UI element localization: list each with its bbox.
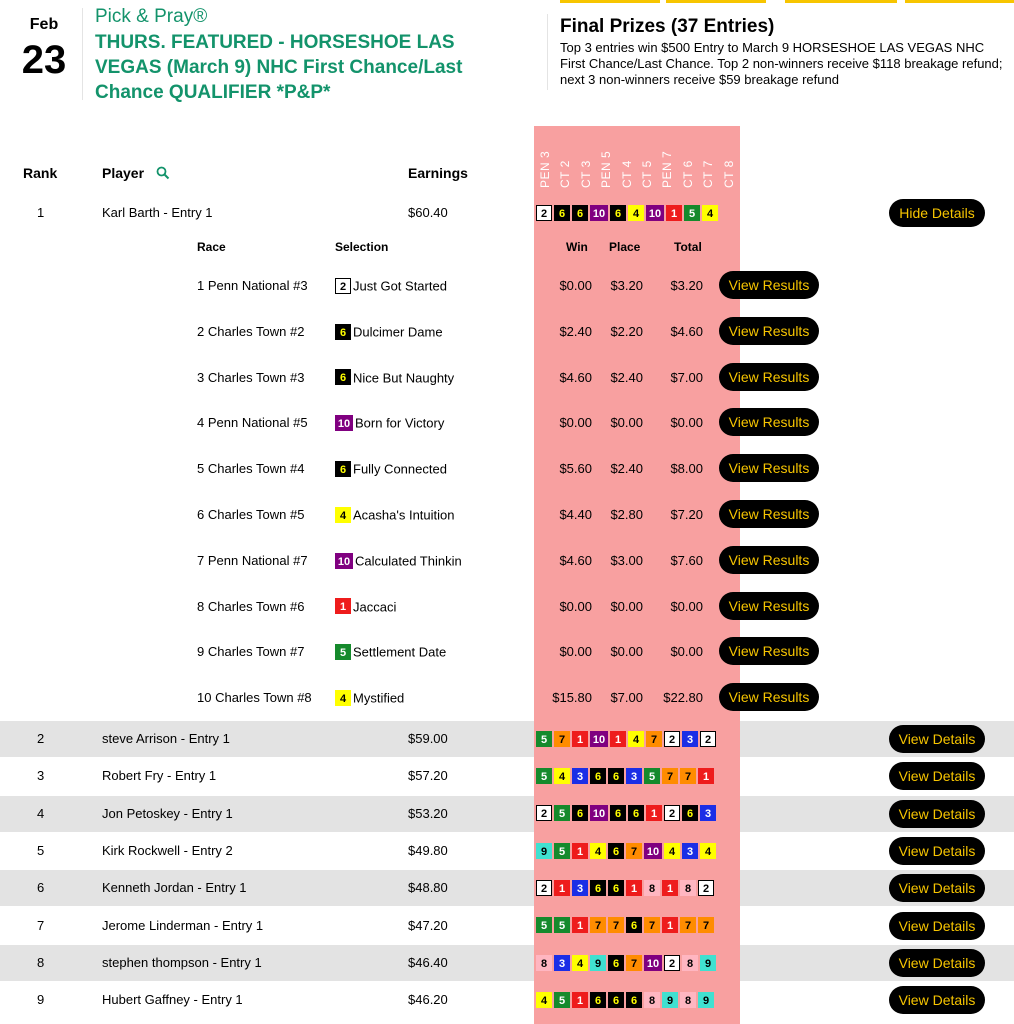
- selection: [335, 506, 455, 524]
- pick-list: [536, 730, 718, 748]
- date-day: 23: [21, 38, 67, 82]
- horse-number-badge: 5: [554, 843, 570, 859]
- top-nav-tab[interactable]: [905, 0, 1014, 3]
- horse-number-badge: 7: [698, 917, 714, 933]
- race-name: 1 Penn National #3: [197, 278, 308, 293]
- win-amount: $2.40: [559, 323, 592, 339]
- horse-number-badge: 10: [644, 843, 662, 859]
- details-place-header: Place: [609, 240, 641, 254]
- player-name[interactable]: Kirk Rockwell - Entry 2: [102, 842, 233, 858]
- race-name: 7 Penn National #7: [197, 552, 308, 568]
- view-results-button[interactable]: View Results: [719, 592, 819, 620]
- horse-number-badge: 5: [684, 205, 700, 221]
- horse-number-badge: 6: [572, 205, 588, 221]
- hide-details-button[interactable]: Hide Details: [889, 199, 985, 227]
- win-amount: $0.00: [559, 598, 592, 614]
- horse-number-badge: 9: [590, 955, 606, 971]
- race-column-header: CT 8: [721, 160, 736, 188]
- horse-number-badge: 9: [698, 992, 714, 1008]
- player-name[interactable]: Jon Petoskey - Entry 1: [102, 805, 233, 821]
- selection: [335, 323, 443, 341]
- header-divider: [82, 8, 83, 100]
- horse-number-badge: 10: [646, 205, 664, 221]
- horse-number-badge: 2: [664, 731, 680, 747]
- horse-number-badge: 6: [608, 955, 624, 971]
- horse-number-badge: 2: [335, 278, 351, 294]
- horse-number-badge: 8: [644, 880, 660, 896]
- rank-header: Rank: [23, 165, 58, 181]
- horse-number-badge: 4: [628, 205, 644, 221]
- horse-number-badge: 1: [662, 917, 678, 933]
- horse-number-badge: 4: [590, 843, 606, 859]
- earnings-cell: $49.80: [408, 842, 448, 858]
- horse-number-badge: 4: [664, 843, 680, 859]
- horse-number-badge: 3: [572, 880, 588, 896]
- win-amount: $15.80: [552, 690, 592, 706]
- earnings-cell: $46.20: [408, 992, 448, 1008]
- horse-number-badge: 4: [335, 690, 351, 706]
- view-results-button[interactable]: View Results: [719, 363, 819, 391]
- place-amount: $2.40: [610, 369, 643, 385]
- horse-number-badge: 4: [702, 205, 718, 221]
- place-amount: $0.00: [610, 644, 643, 660]
- earnings-cell: $57.20: [408, 768, 448, 784]
- horse-number-badge: 8: [644, 992, 660, 1008]
- horse-number-badge: 7: [644, 917, 660, 933]
- race-column-header: CT 2: [558, 160, 573, 188]
- horse-number-badge: 1: [335, 598, 351, 614]
- place-amount: $7.00: [610, 690, 643, 706]
- rank-cell: 9: [37, 992, 45, 1008]
- horse-number-badge: 3: [572, 768, 588, 784]
- pick-list: [536, 204, 720, 222]
- total-amount: $7.00: [670, 369, 703, 385]
- horse-number-badge: 1: [666, 205, 682, 221]
- horse-number-badge: 7: [608, 917, 624, 933]
- player-name[interactable]: Hubert Gaffney - Entry 1: [102, 992, 243, 1008]
- place-amount: $2.80: [610, 507, 643, 522]
- player-name[interactable]: Kenneth Jordan - Entry 1: [102, 880, 247, 896]
- top-nav-tab[interactable]: [560, 0, 660, 3]
- player-name[interactable]: Karl Barth - Entry 1: [102, 205, 213, 220]
- horse-number-badge: 8: [682, 955, 698, 971]
- player-name[interactable]: Robert Fry - Entry 1: [102, 768, 217, 784]
- horse-number-badge: 10: [335, 415, 353, 431]
- horse-number-badge: 4: [554, 768, 570, 784]
- horse-number-badge: 7: [662, 768, 678, 784]
- win-amount: $0.00: [559, 415, 592, 431]
- win-amount: $4.40: [559, 507, 592, 522]
- horse-number-badge: 7: [626, 955, 642, 971]
- view-results-button[interactable]: View Results: [719, 546, 819, 574]
- horse-number-badge: 3: [682, 843, 698, 859]
- rank-cell: 7: [37, 917, 45, 933]
- horse-name: Born for Victory: [355, 415, 445, 431]
- top-nav-tab[interactable]: [666, 0, 766, 3]
- player-header: Player: [102, 165, 145, 181]
- rank-cell: 3: [37, 768, 45, 784]
- horse-number-badge: 9: [536, 843, 552, 859]
- horse-number-badge: 6: [610, 805, 626, 821]
- contest-title: THURS. FEATURED - HORSESHOE LAS VEGAS (March 9) NHC First Chance/Last Chance QUALIFIER *P&P*: [95, 32, 463, 103]
- pick-list: [536, 991, 716, 1009]
- view-details-button[interactable]: View Details: [889, 725, 985, 753]
- total-amount: $7.20: [670, 507, 703, 522]
- selection: [335, 369, 454, 387]
- view-details-button[interactable]: View Details: [889, 949, 985, 977]
- rank-cell: 8: [37, 954, 45, 970]
- horse-number-badge: 6: [626, 917, 642, 933]
- details-total-header: Total: [674, 240, 702, 254]
- race-column-header: CT 5: [640, 160, 654, 188]
- earnings-cell: $47.20: [408, 917, 448, 933]
- race-name: 9 Charles Town #7: [197, 644, 305, 660]
- place-amount: $3.20: [610, 278, 643, 293]
- earnings-cell: $53.20: [408, 805, 448, 821]
- view-details-button[interactable]: View Details: [889, 762, 985, 790]
- search-icon[interactable]: [156, 166, 170, 180]
- selection: [335, 552, 462, 570]
- horse-number-badge: 5: [536, 731, 552, 747]
- horse-number-badge: 8: [536, 955, 552, 971]
- horse-number-badge: 8: [680, 992, 696, 1008]
- race-name: 3 Charles Town #3: [197, 369, 305, 385]
- horse-number-badge: 6: [335, 324, 351, 340]
- horse-name: Just Got Started: [353, 278, 447, 294]
- race-column-header: CT 7: [701, 160, 716, 188]
- race-column-header: CT 4: [619, 160, 634, 188]
- earnings-cell: $59.00: [408, 731, 448, 746]
- horse-number-badge: 6: [608, 880, 624, 896]
- horse-name: Jaccaci: [353, 598, 397, 614]
- horse-number-badge: 5: [554, 917, 570, 933]
- race-name: 4 Penn National #5: [197, 415, 308, 431]
- horse-number-badge: 6: [610, 205, 626, 221]
- rank-cell: 6: [37, 880, 45, 896]
- horse-number-badge: 5: [644, 768, 660, 784]
- rank-cell: 2: [37, 731, 45, 746]
- horse-number-badge: 2: [536, 880, 552, 896]
- horse-number-badge: 10: [590, 205, 608, 221]
- view-results-button[interactable]: View Results: [719, 271, 819, 299]
- view-results-button[interactable]: View Results: [719, 454, 819, 482]
- horse-number-badge: 2: [698, 880, 714, 896]
- selection: [335, 277, 447, 295]
- horse-number-badge: 6: [590, 768, 606, 784]
- horse-name: Settlement Date: [353, 644, 447, 660]
- place-amount: $0.00: [610, 598, 643, 614]
- race-column-header: PEN 5: [599, 150, 614, 188]
- horse-number-badge: 6: [608, 992, 624, 1008]
- horse-name: Dulcimer Dame: [353, 324, 443, 340]
- horse-number-badge: 6: [590, 992, 606, 1008]
- total-amount: $4.60: [670, 323, 703, 339]
- horse-name: Acasha's Intuition: [353, 507, 455, 523]
- horse-number-badge: 6: [628, 805, 644, 821]
- contest-brand: Pick & Pray®: [95, 6, 208, 27]
- horse-number-badge: 7: [626, 843, 642, 859]
- horse-number-badge: 3: [626, 768, 642, 784]
- horse-number-badge: 6: [335, 461, 351, 477]
- horse-name: Calculated Thinkin: [355, 553, 462, 569]
- prize-title: Final Prizes (37 Entries): [560, 16, 775, 37]
- place-amount: $0.00: [610, 415, 643, 431]
- horse-number-badge: 6: [626, 992, 642, 1008]
- horse-number-badge: 5: [554, 992, 570, 1008]
- pick-list: [536, 954, 718, 972]
- total-amount: $7.60: [670, 552, 703, 568]
- total-amount: $22.80: [663, 690, 703, 706]
- rank-cell: 1: [37, 205, 45, 220]
- horse-number-badge: 6: [590, 880, 606, 896]
- win-amount: $4.60: [559, 552, 592, 568]
- horse-number-badge: 1: [572, 917, 588, 933]
- horse-number-badge: 8: [680, 880, 696, 896]
- horse-number-badge: 1: [610, 731, 626, 747]
- horse-number-badge: 1: [554, 880, 570, 896]
- total-amount: $0.00: [670, 598, 703, 614]
- horse-number-badge: 2: [664, 955, 680, 971]
- horse-number-badge: 4: [536, 992, 552, 1008]
- earnings-cell: $48.80: [408, 880, 448, 896]
- selection: [335, 460, 447, 478]
- horse-number-badge: 5: [335, 644, 351, 660]
- selection: [335, 414, 444, 432]
- horse-number-badge: 2: [700, 731, 716, 747]
- horse-number-badge: 6: [572, 805, 588, 821]
- horse-number-badge: 9: [662, 992, 678, 1008]
- place-amount: $2.20: [610, 323, 643, 339]
- pick-list: [536, 917, 716, 935]
- rank-cell: 4: [37, 805, 45, 821]
- earnings-header: Earnings: [408, 165, 468, 181]
- race-column-header: CT 3: [578, 160, 593, 188]
- horse-number-badge: 10: [335, 553, 353, 569]
- earnings-cell: $46.40: [408, 954, 448, 970]
- horse-number-badge: 6: [335, 369, 351, 385]
- view-details-button[interactable]: View Details: [889, 800, 985, 828]
- details-selection-header: Selection: [335, 240, 389, 254]
- pick-list: [536, 842, 718, 860]
- horse-number-badge: 3: [682, 731, 698, 747]
- horse-number-badge: 4: [700, 843, 716, 859]
- race-name: 6 Charles Town #5: [197, 507, 305, 522]
- total-amount: $0.00: [670, 644, 703, 660]
- race-column-header: PEN 7: [660, 150, 675, 188]
- race-column-header: PEN 3: [538, 150, 552, 188]
- earnings-cell: $60.40: [408, 205, 448, 220]
- horse-number-badge: 3: [554, 955, 570, 971]
- horse-number-badge: 2: [664, 805, 680, 821]
- player-name[interactable]: steve Arrison - Entry 1: [102, 731, 230, 746]
- horse-number-badge: 7: [680, 768, 696, 784]
- race-name: 5 Charles Town #4: [197, 461, 305, 477]
- view-results-button[interactable]: View Results: [719, 317, 819, 345]
- view-results-button[interactable]: View Results: [719, 408, 819, 436]
- player-name[interactable]: Jerome Linderman - Entry 1: [102, 917, 264, 933]
- horse-number-badge: 2: [536, 805, 552, 821]
- rank-cell: 5: [37, 842, 45, 858]
- player-name[interactable]: stephen thompson - Entry 1: [102, 954, 262, 970]
- total-amount: $3.20: [670, 278, 703, 293]
- horse-number-badge: 4: [628, 731, 644, 747]
- race-name: 8 Charles Town #6: [197, 598, 305, 614]
- top-nav-tab[interactable]: [785, 0, 897, 3]
- horse-number-badge: 9: [700, 955, 716, 971]
- view-details-button[interactable]: View Details: [889, 912, 985, 940]
- race-name: 10 Charles Town #8: [197, 690, 312, 706]
- horse-number-badge: 1: [572, 731, 588, 747]
- view-details-button[interactable]: View Details: [889, 874, 985, 902]
- horse-name: Mystified: [353, 690, 405, 706]
- horse-number-badge: 2: [536, 205, 552, 221]
- horse-number-badge: 6: [682, 805, 698, 821]
- total-amount: $0.00: [670, 415, 703, 431]
- total-amount: $8.00: [670, 461, 703, 477]
- race-column-header: CT 6: [680, 160, 695, 188]
- horse-number-badge: 1: [572, 843, 588, 859]
- selection: [335, 689, 404, 707]
- horse-number-badge: 1: [662, 880, 678, 896]
- win-amount: $0.00: [559, 644, 592, 660]
- pick-list: [536, 879, 716, 897]
- horse-number-badge: 5: [536, 768, 552, 784]
- place-amount: $3.00: [610, 552, 643, 568]
- horse-number-badge: 7: [554, 731, 570, 747]
- horse-number-badge: 6: [608, 768, 624, 784]
- horse-number-badge: 1: [626, 880, 642, 896]
- details-race-header: Race: [197, 240, 226, 254]
- horse-number-badge: 6: [608, 843, 624, 859]
- date-month: Feb: [29, 16, 59, 33]
- prize-description: Top 3 entries win $500 Entry to March 9 HORSESHOE LAS VEGAS NHC First Chance/Last Chance. Top 2 non-winners receive $118 breakage refund; next 3 non-winners receive $59 breakage refund: [560, 40, 1003, 87]
- horse-number-badge: 3: [700, 805, 716, 821]
- pick-list: [536, 767, 716, 785]
- win-amount: $4.60: [559, 369, 592, 385]
- horse-name: Fully Connected: [353, 461, 447, 477]
- horse-number-badge: 4: [335, 507, 351, 523]
- details-win-header: Win: [566, 240, 588, 254]
- selection: [335, 598, 396, 616]
- win-amount: $0.00: [559, 278, 592, 293]
- prize-divider: [547, 14, 548, 90]
- horse-number-badge: 7: [646, 731, 662, 747]
- horse-number-badge: 5: [536, 917, 552, 933]
- horse-number-badge: 1: [698, 768, 714, 784]
- pick-list: [536, 805, 718, 823]
- horse-number-badge: 6: [554, 205, 570, 221]
- horse-name: Nice But Naughty: [353, 369, 455, 385]
- view-results-button[interactable]: View Results: [719, 637, 819, 665]
- race-name: 2 Charles Town #2: [197, 323, 305, 339]
- view-results-button[interactable]: View Results: [719, 683, 819, 711]
- horse-number-badge: 10: [590, 731, 608, 747]
- win-amount: $5.60: [559, 461, 592, 477]
- view-details-button[interactable]: View Details: [889, 837, 985, 865]
- horse-number-badge: 4: [572, 955, 588, 971]
- horse-number-badge: 7: [680, 917, 696, 933]
- view-results-button[interactable]: View Results: [719, 500, 819, 528]
- view-details-button[interactable]: View Details: [889, 986, 985, 1014]
- horse-number-badge: 7: [590, 917, 606, 933]
- selection: [335, 643, 446, 661]
- horse-number-badge: 1: [646, 805, 662, 821]
- place-amount: $2.40: [610, 461, 643, 477]
- horse-number-badge: 5: [554, 805, 570, 821]
- horse-number-badge: 10: [644, 955, 662, 971]
- horse-number-badge: 10: [590, 805, 608, 821]
- horse-number-badge: 1: [572, 992, 588, 1008]
